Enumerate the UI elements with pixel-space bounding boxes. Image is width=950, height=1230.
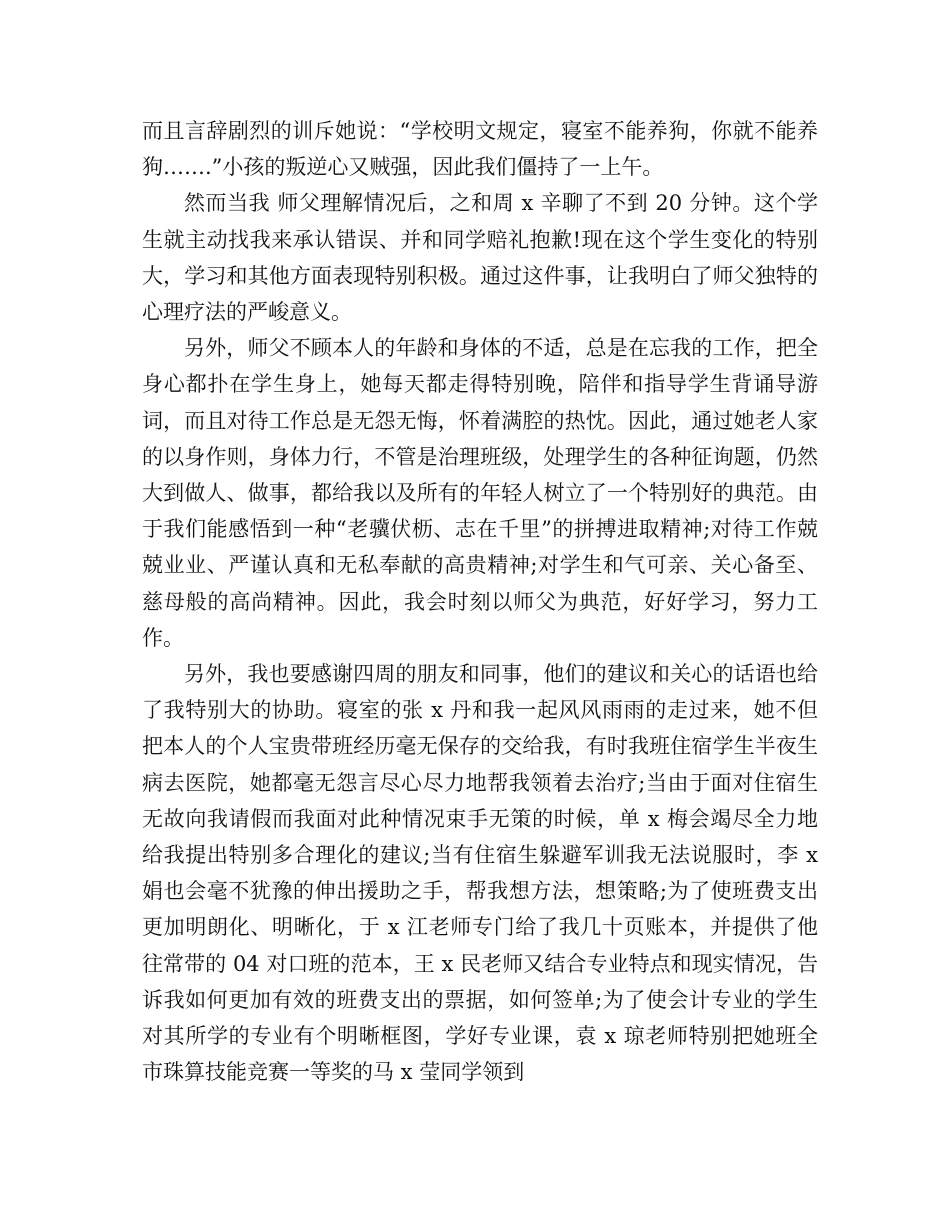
paragraph-colleague-thanks: 另外，我也要感谢四周的朋友和同事，他们的建议和关心的话语也给了我特别大的协助。寝室的张 x 丹和我一起风风雨雨的走过来，她不但把本人的个人宝贵带班经历毫无保存的交给我，有时我班住宿学生半夜生病去医院，她都毫无怨言尽心尽力地帮我领着去治疗;当由于面对住宿生无故向我请假而我面对此种情况束手无策的时候，单 x 梅会竭尽全力地给我提出特别多合理化的建议;当有住宿生躲避军训我无法说服时，李 x 娟也会毫不犹豫的伸出援助之手，帮我想方法，想策略;为了使班费支出更加明朗化、明晰化，于 x 江老师专门给了我几十页账本，并提供了他往常带的 04 对口班的范本，王 x 民老师又结合专业特点和现实情况，告诉我如何更加有效的班费支出的票据，如何签单;为了使会计专业的学生对其所学的专业有个明晰框图，学好专业课，袁 x 琼老师特别把她班全市珠算技能竞赛一等奖的马 x 莹同学领到: [142, 662, 825, 1085]
paragraph-mentor-conversation: 然而当我 师父理解情况后，之和周 x 辛聊了不到 20 分钟。这个学生就主动找我来承认错误、并和同学赔礼抱歉!现在这个学生变化的特别大，学习和其他方面表现特别积极。通过这件事，让我明白了师父独特的心理疗法的严峻意义。: [142, 191, 818, 325]
paragraph-continuation: 而且言辞剧烈的训斥她说：“学校明文规定，寝室不能养狗，你就不能养狗…….”小孩的叛逆心又贼强，因此我们僵持了一上午。: [142, 119, 818, 180]
paragraph-mentor-dedication: 另外，师父不顾本人的年龄和身体的不适，总是在忘我的工作，把全身心都扑在学生身上，她每天都走得特别晚，陪伴和指导学生背诵导游词，而且对待工作总是无怨无悔，怀着满腔的热忱。因此，通过她老人家的以身作则，身体力行，不管是治理班级，处理学生的各种征询题，仍然大到做人、做事，都给我以及所有的年轻人树立了一个特别好的典范。由于我们能感悟到一种“老骥伏枥、志在千里”的拼搏进取精神;对待工作兢兢业业、严谨认真和无私奉献的高贵精神;对学生和气可亲、关心备至、慈母般的高尚精神。因此，我会时刻以师父为典范，好好学习，努力工作。: [142, 336, 818, 650]
document-body: [142, 113, 825, 1090]
